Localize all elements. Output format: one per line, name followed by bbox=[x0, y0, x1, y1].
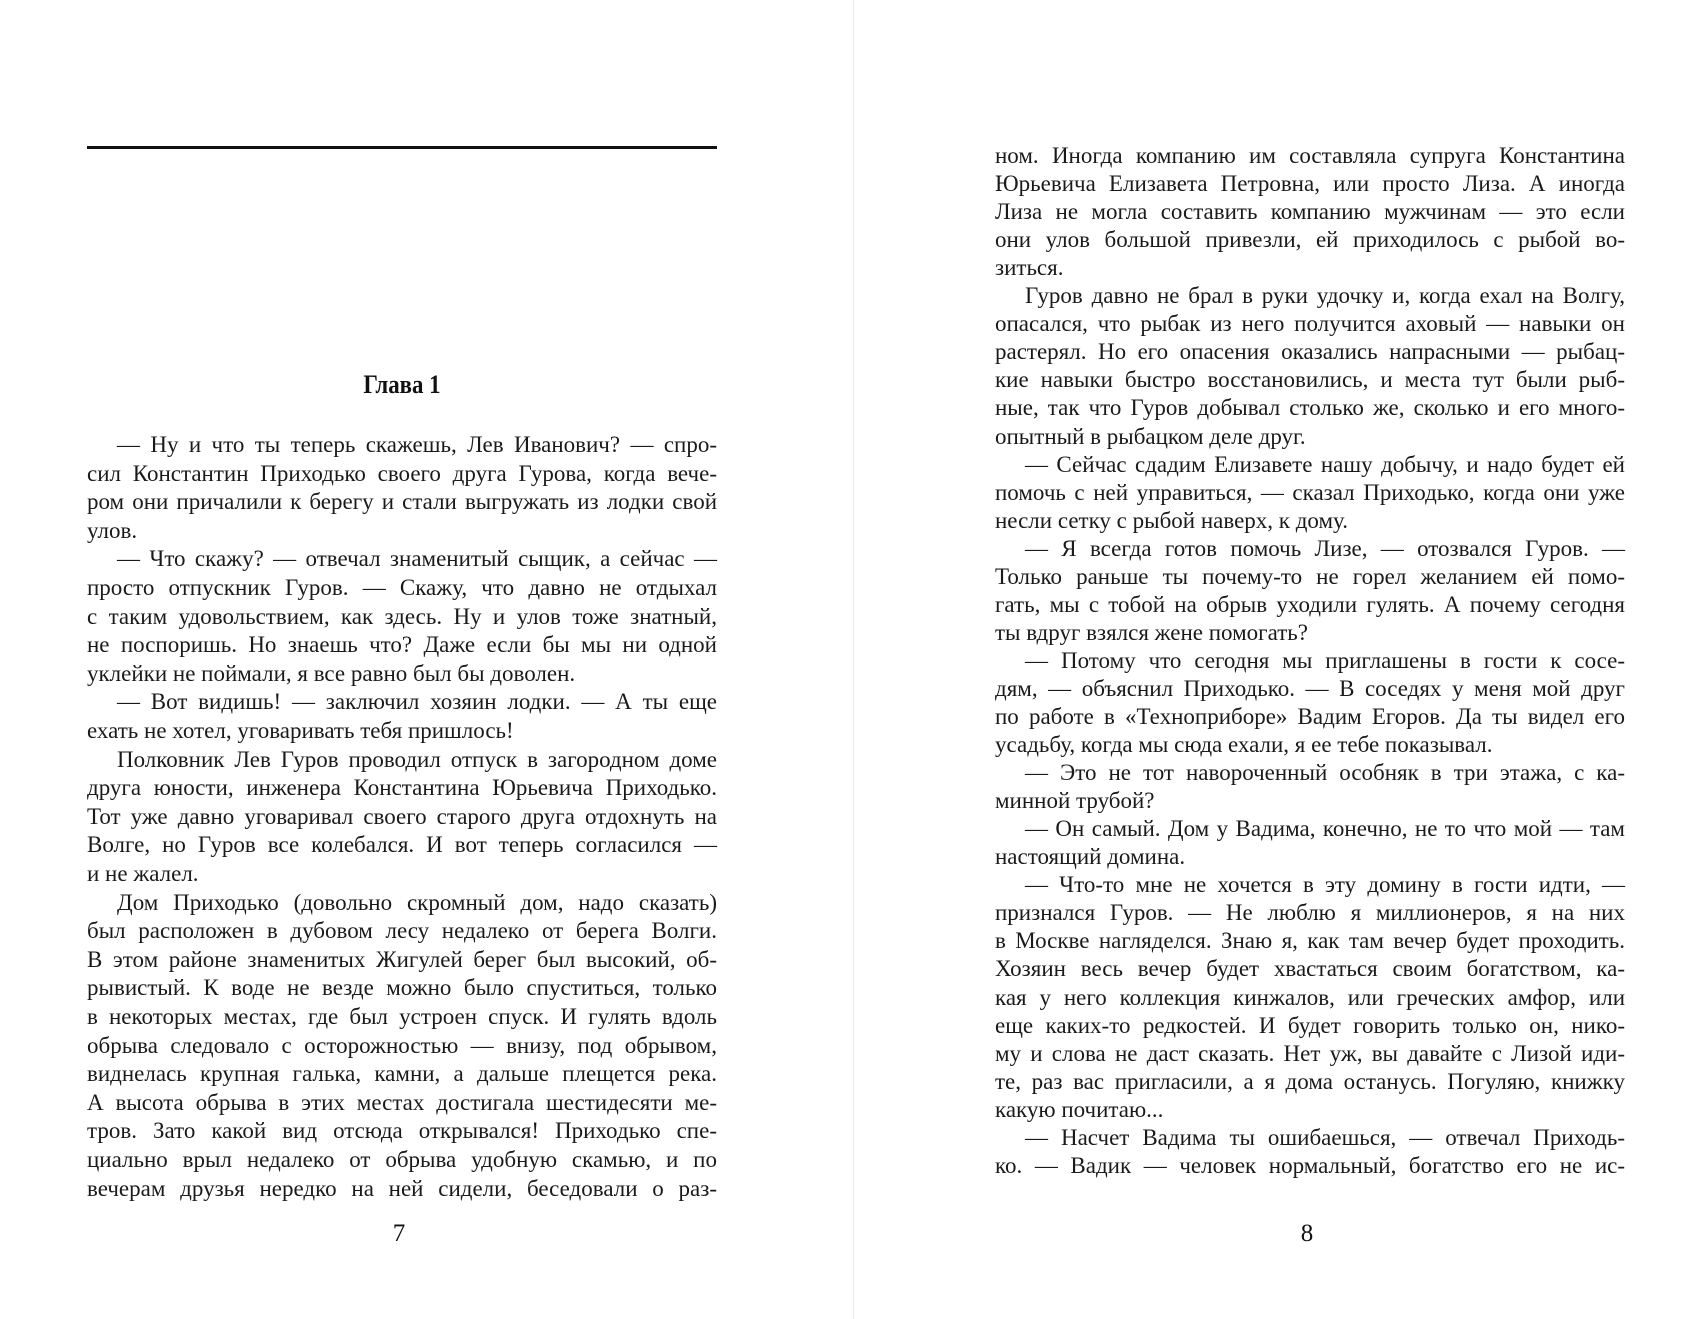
text-line-content: просто отпускник Гуров. — Скажу, что давно не отдыхал bbox=[87, 575, 717, 600]
text-line-content: сил Константин Приходько своего друга Гурова, когда вече- bbox=[87, 460, 717, 486]
text-line bbox=[87, 574, 717, 602]
text-line-content: виднелась крупная галька, камни, а дальше плещется река. bbox=[87, 1061, 717, 1087]
text-line-content: — Ну и что ты теперь скажешь, Лев Иванович? — спро- bbox=[117, 432, 717, 457]
text-line bbox=[995, 647, 1625, 675]
page-gutter bbox=[853, 0, 854, 1319]
text-line-content: с таким удовольствием, как здесь. Ну и улов тоже знатный, bbox=[87, 603, 717, 629]
text-line-content: они улов большой привезли, ей приходилось с рыбой во- bbox=[995, 227, 1625, 253]
text-line-content: гать, мы с тобой на обрыв уходили гулять. А почему сегодня bbox=[995, 591, 1625, 617]
text-line bbox=[995, 787, 1625, 815]
text-line-content: несли сетку с рыбой наверх, к дому. bbox=[995, 507, 1348, 533]
text-line-content: В этом районе знаменитых Жигулей берег был высокий, об- bbox=[87, 946, 717, 972]
text-line-content: ко. — Вадик — человек нормальный, богатство его не ис- bbox=[995, 1152, 1625, 1178]
text-line-content: еще каких-то редкостей. И будет говорить только он, нико- bbox=[995, 1012, 1625, 1038]
text-line bbox=[87, 831, 717, 859]
text-line bbox=[995, 1068, 1625, 1096]
text-line-content: ты вдруг взялся жене помогать? bbox=[995, 619, 1308, 645]
text-line-content: опытный в рыбацком деле друг. bbox=[995, 423, 1306, 449]
text-line-content: Юрьевича Елизавета Петровна, или просто Лиза. А иногда bbox=[995, 171, 1625, 197]
text-line-content: уклейки не поймали, я все равно был бы доволен. bbox=[87, 660, 576, 686]
text-line bbox=[87, 860, 717, 888]
text-line-content: Гуров давно не брал в руки удочку и, когда ехал на Волгу, bbox=[1025, 283, 1625, 309]
chapter-rule bbox=[87, 146, 717, 149]
text-line bbox=[87, 917, 717, 945]
text-line bbox=[995, 843, 1625, 871]
text-line bbox=[995, 338, 1625, 366]
text-line bbox=[995, 619, 1625, 647]
text-line-content: тров. Зато какой вид отсюда открывался! Приходько спе- bbox=[87, 1118, 717, 1144]
text-line bbox=[995, 1096, 1625, 1124]
text-line bbox=[87, 688, 717, 716]
text-line-content: усадьбу, когда мы сюда ехали, я ее тебе показывал. bbox=[995, 732, 1493, 758]
text-line-content: растерял. Но его опасения оказались напрасными — рыбац- bbox=[995, 339, 1625, 365]
text-line-content: и не жалел. bbox=[87, 861, 199, 886]
text-line bbox=[995, 955, 1625, 983]
text-line bbox=[87, 517, 717, 545]
text-line bbox=[995, 226, 1625, 254]
text-line bbox=[87, 746, 717, 774]
text-line bbox=[995, 282, 1625, 310]
text-line bbox=[995, 871, 1625, 899]
text-line bbox=[995, 815, 1625, 843]
text-line bbox=[87, 803, 717, 831]
text-line-content: — Насчет Вадима ты ошибаешься, — отвечал Приходь- bbox=[1025, 1124, 1625, 1150]
text-line bbox=[995, 394, 1625, 422]
text-line bbox=[87, 1060, 717, 1088]
text-line-content: по работе в «Техноприборе» Вадим Егоров. Да ты видел его bbox=[995, 704, 1625, 729]
text-line-content: рывистый. К воде не везде можно было спуститься, только bbox=[87, 975, 717, 1001]
text-line-content: в некоторых местах, где был устроен спуск. И гулять вдоль bbox=[87, 1004, 717, 1029]
text-line-content: — Что скажу? — отвечал знаменитый сыщик, а сейчас — bbox=[117, 546, 717, 572]
text-line-content: ехать не хотел, уговаривать тебя пришлось! bbox=[87, 718, 514, 743]
text-line bbox=[87, 545, 717, 573]
text-line-content: в Москве нагляделся. Знаю я, как там вечер будет проходить. bbox=[995, 928, 1625, 954]
text-line-content: му и слова не даст сказать. Нет уж, вы давайте с Лизой иди- bbox=[995, 1040, 1625, 1066]
text-line-content: кая у него коллекция кинжалов, или греческих амфор, или bbox=[995, 984, 1625, 1010]
text-line-content: Волге, но Гуров все колебался. И вот теперь согласился — bbox=[87, 832, 717, 858]
text-line bbox=[995, 899, 1625, 927]
page-number-right: 8 bbox=[1300, 1220, 1314, 1247]
text-line-content: зиться. bbox=[995, 255, 1064, 281]
text-line-content: какую почитаю... bbox=[995, 1096, 1164, 1122]
text-line bbox=[995, 1124, 1625, 1152]
text-line bbox=[995, 1152, 1625, 1180]
text-line-content: признался Гуров. — Не люблю я миллионеров, я на них bbox=[995, 900, 1625, 926]
page-number-left: 7 bbox=[392, 1220, 406, 1247]
text-line-content: был расположен в дубовом лесу недалеко от берега Волги. bbox=[87, 918, 717, 944]
text-line bbox=[995, 1040, 1625, 1068]
text-line-content: Дом Приходько (довольно скромный дом, надо сказать) bbox=[117, 889, 717, 915]
text-line bbox=[995, 927, 1625, 955]
text-line bbox=[995, 423, 1625, 451]
text-line-content: минной трубой? bbox=[995, 788, 1155, 814]
text-line-content: — Это не тот навороченный особняк в три этажа, с ка- bbox=[1025, 760, 1625, 786]
text-line-content: Только раньше ты почему-то не горел желанием ей помо- bbox=[995, 563, 1625, 589]
text-line bbox=[995, 731, 1625, 759]
text-line bbox=[995, 254, 1625, 282]
text-line-content: те, раз вас пригласили, а я дома останусь. Погуляю, книжку bbox=[995, 1068, 1625, 1094]
text-line bbox=[995, 366, 1625, 394]
text-line-content: циально врыл недалеко от обрыва удобную скамью, и по bbox=[87, 1147, 717, 1172]
text-line bbox=[87, 660, 717, 688]
text-line-content: настоящий домина. bbox=[995, 844, 1186, 870]
text-line bbox=[995, 675, 1625, 703]
text-line-content: не поспоришь. Но знаешь что? Даже если бы мы ни одной bbox=[87, 632, 717, 658]
text-line bbox=[995, 479, 1625, 507]
text-line bbox=[87, 1146, 717, 1174]
text-line-content: друга юности, инженера Константина Юрьевича Приходько. bbox=[87, 775, 717, 801]
text-line bbox=[87, 1117, 717, 1145]
text-line bbox=[995, 591, 1625, 619]
text-line bbox=[87, 460, 717, 488]
text-line bbox=[995, 563, 1625, 591]
text-line-content: обрыва следовало с осторожностью — внизу, под обрывом, bbox=[87, 1032, 717, 1058]
text-line-content: дям, — объяснил Приходько. — В соседях у меня мой друг bbox=[995, 675, 1625, 701]
text-line-content: Тот уже давно уговаривал своего старого друга отдохнуть на bbox=[87, 803, 717, 829]
text-line-content: — Вот видишь! — заключил хозяин лодки. — А ты еще bbox=[117, 689, 717, 715]
text-line-content: А высота обрыва в этих местах достигала шестидесяти ме- bbox=[87, 1089, 717, 1115]
text-line bbox=[995, 1012, 1625, 1040]
text-line-content: — Я всегда готов помочь Лизе, — отозвался Гуров. — bbox=[1025, 535, 1625, 561]
text-line bbox=[87, 889, 717, 917]
text-line bbox=[87, 488, 717, 516]
text-line bbox=[995, 142, 1625, 170]
text-line bbox=[87, 603, 717, 631]
text-line-content: — Он самый. Дом у Вадима, конечно, не то что мой — там bbox=[1025, 816, 1625, 842]
text-line bbox=[87, 974, 717, 1002]
text-line bbox=[995, 759, 1625, 787]
text-line bbox=[87, 1032, 717, 1060]
text-line bbox=[995, 170, 1625, 198]
text-line bbox=[995, 451, 1625, 479]
text-line-content: ном. Иногда компанию им составляла супруга Константина bbox=[995, 143, 1625, 168]
text-line-content: — Сейчас сдадим Елизавете нашу добычу, и надо будет ей bbox=[1025, 451, 1625, 477]
text-line bbox=[87, 1003, 717, 1031]
text-line bbox=[87, 431, 717, 459]
text-line-content: Лиза не могла составить компанию мужчинам — это если bbox=[995, 199, 1625, 225]
text-line bbox=[995, 507, 1625, 535]
text-line-content: — Потому что сегодня мы приглашены в гости к сосе- bbox=[1025, 647, 1625, 673]
text-line-content: ром они причалили к берегу и стали выгружать из лодки свой bbox=[87, 489, 717, 515]
text-line-content: улов. bbox=[87, 517, 138, 543]
text-line-content: Полковник Лев Гуров проводил отпуск в загородном доме bbox=[117, 746, 717, 772]
chapter-title: Глава 1 bbox=[363, 370, 441, 399]
text-line bbox=[995, 703, 1625, 731]
text-line bbox=[87, 1089, 717, 1117]
text-line bbox=[87, 946, 717, 974]
text-line-content: ные, так что Гуров добывал столько же, сколько и его много- bbox=[995, 395, 1625, 421]
text-line-content: — Что-то мне не хочется в эту домину в гости идти, — bbox=[1025, 872, 1625, 898]
text-line bbox=[87, 631, 717, 659]
text-line-content: опасался, что рыбак из него получится аховый — навыки он bbox=[995, 311, 1625, 337]
text-line bbox=[87, 774, 717, 802]
text-line bbox=[995, 984, 1625, 1012]
text-line bbox=[995, 310, 1625, 338]
text-line bbox=[995, 535, 1625, 563]
text-line-content: вечерам друзья нередко на ней сидели, беседовали о раз- bbox=[87, 1175, 717, 1201]
text-line bbox=[87, 1175, 717, 1203]
text-line-content: Хозяин весь вечер будет хвастаться своим богатством, ка- bbox=[995, 956, 1625, 982]
text-line bbox=[87, 717, 717, 745]
text-line bbox=[995, 198, 1625, 226]
text-line-content: помочь с ней управиться, — сказал Приходько, когда они уже bbox=[995, 479, 1625, 505]
text-line-content: кие навыки быстро восстановились, и места тут были рыб- bbox=[995, 367, 1625, 393]
